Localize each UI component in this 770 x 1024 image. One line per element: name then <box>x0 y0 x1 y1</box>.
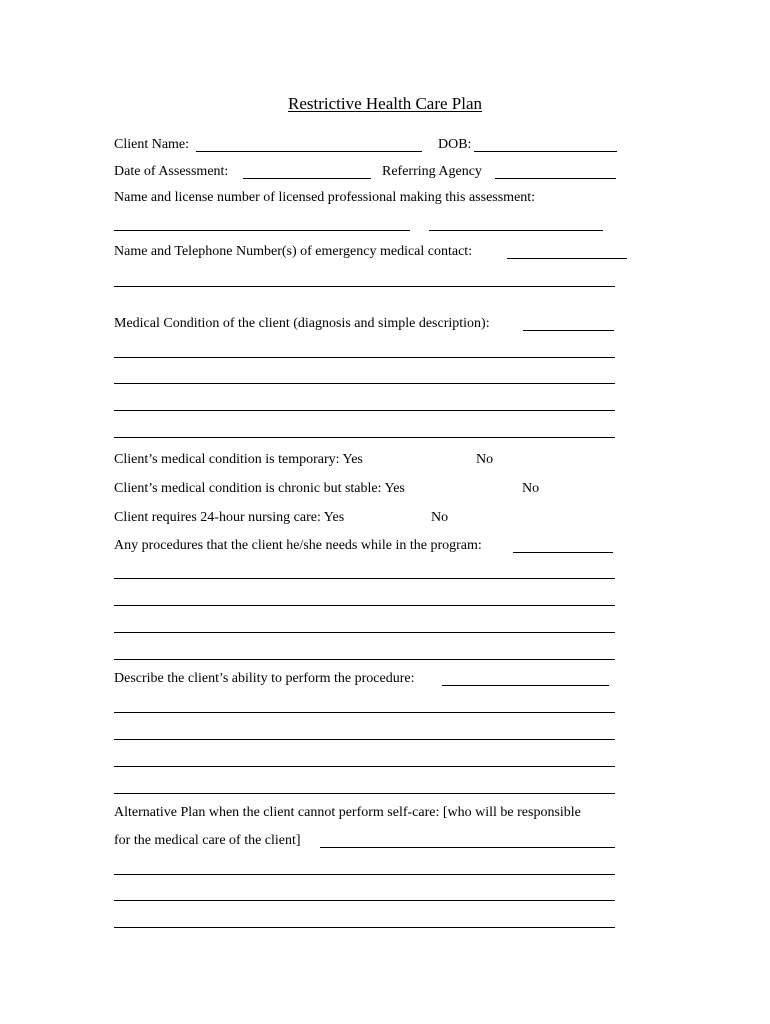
assessment-date-label: Date of Assessment: <box>114 164 229 179</box>
ability-label: Describe the client’s ability to perform the procedure: <box>114 671 415 686</box>
ability-line[interactable] <box>114 739 615 740</box>
procedures-line[interactable] <box>114 605 615 606</box>
medical-condition-label: Medical Condition of the client (diagnosis and simple description): <box>114 316 490 331</box>
alternative-plan-line[interactable] <box>114 874 615 875</box>
dob-blank[interactable] <box>474 151 617 152</box>
alternative-plan-line[interactable] <box>114 927 615 928</box>
procedures-label: Any procedures that the client he/she needs while in the program: <box>114 538 482 553</box>
chronic-no-option[interactable]: No <box>522 481 540 496</box>
emergency-contact-blank[interactable] <box>507 258 627 259</box>
dob-label: DOB: <box>438 137 472 152</box>
medical-condition-line[interactable] <box>114 410 615 411</box>
procedures-line[interactable] <box>114 632 615 633</box>
referring-agency-blank[interactable] <box>495 178 616 179</box>
alternative-plan-blank[interactable] <box>320 847 615 848</box>
ability-blank[interactable] <box>442 685 609 686</box>
emergency-contact-label: Name and Telephone Number(s) of emergency medical contact: <box>114 244 473 259</box>
professional-license-blank[interactable] <box>429 230 603 231</box>
client-name-blank[interactable] <box>196 151 422 152</box>
assessment-date-blank[interactable] <box>243 178 371 179</box>
medical-condition-line[interactable] <box>114 357 615 358</box>
chronic-question[interactable]: Client’s medical condition is chronic but stable: Yes <box>114 481 405 496</box>
medical-condition-blank[interactable] <box>523 330 614 331</box>
ability-line[interactable] <box>114 766 615 767</box>
temporary-question[interactable]: Client’s medical condition is temporary: Yes <box>114 452 363 467</box>
alternative-plan-label: Alternative Plan when the client cannot perform self-care: [who will be responsible <box>114 805 581 820</box>
alternative-plan-line[interactable] <box>114 900 615 901</box>
professional-label: Name and license number of licensed professional making this assessment: <box>114 190 536 205</box>
emergency-contact-line[interactable] <box>114 286 615 287</box>
procedures-blank[interactable] <box>513 552 613 553</box>
procedures-line[interactable] <box>114 578 615 579</box>
professional-name-blank[interactable] <box>114 230 410 231</box>
medical-condition-line[interactable] <box>114 437 615 438</box>
client-name-label: Client Name: <box>114 137 190 152</box>
medical-condition-line[interactable] <box>114 383 615 384</box>
temporary-no-option[interactable]: No <box>476 452 494 467</box>
nursing-question[interactable]: Client requires 24-hour nursing care: Yes <box>114 510 345 525</box>
ability-line[interactable] <box>114 712 615 713</box>
alternative-plan-label-continued: for the medical care of the client] <box>114 833 301 848</box>
nursing-no-option[interactable]: No <box>431 510 449 525</box>
referring-agency-label: Referring Agency <box>382 164 482 179</box>
procedures-line[interactable] <box>114 659 615 660</box>
ability-line[interactable] <box>114 793 615 794</box>
form-title: Restrictive Health Care Plan <box>287 94 483 113</box>
